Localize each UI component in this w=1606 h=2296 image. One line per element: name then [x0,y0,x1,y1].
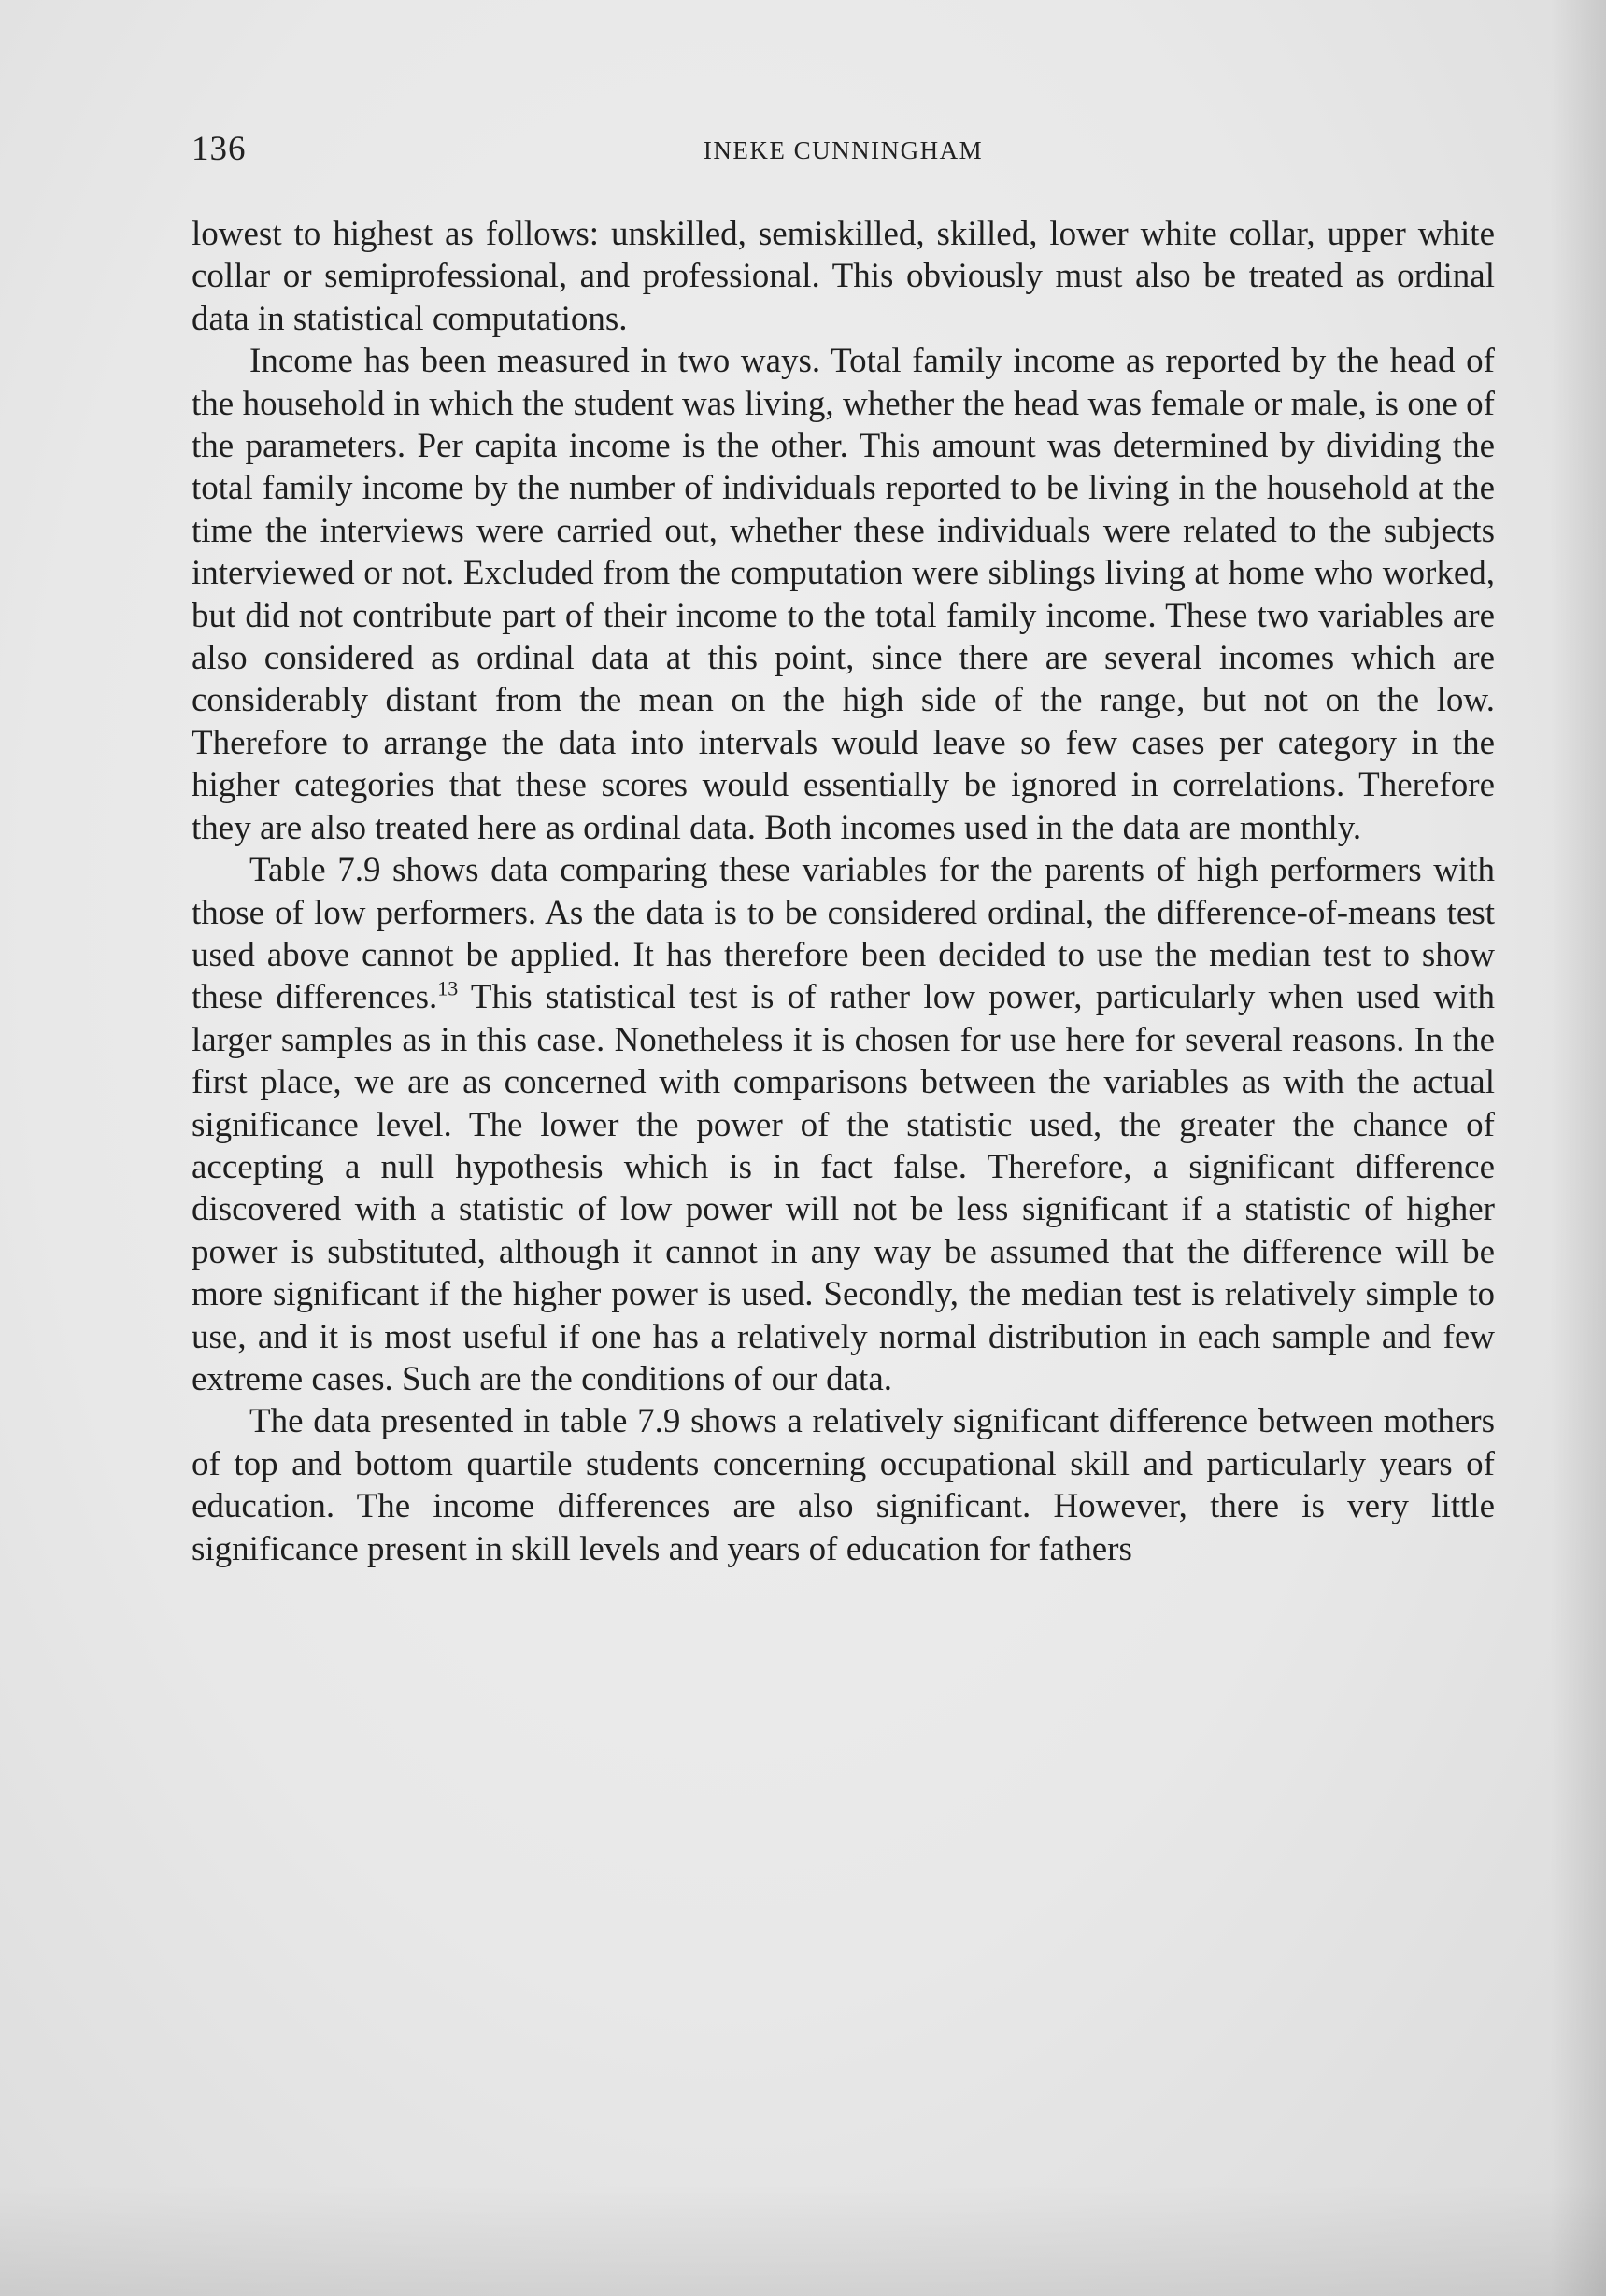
page-number: 136 [192,130,247,168]
page-bottom-shadow [0,2184,1606,2296]
footnote-reference: 13 [437,976,459,1000]
paragraph-text-after-footnote: This statistical test is of rather low power, particularly when used with larger samples as in this case. Nonetheless it is chosen for use here for several reasons. In the first place, we are as concerned with comparisons between the variables as with the actual significance level. The lower the power of the statistic used, the greater the chance of accepting a null hypothesis which is in fact false. Therefore, a significant difference discovered with a statistic of low power will not be less significant if a statistic of higher power is substituted, although it cannot in any way be assumed that the difference will be more significant if the higher power is used. Secondly, the median test is relatively simple to use, and it is most useful if one has a relatively normal distribution in each sample and few extreme cases. Such are the conditions of our data. [192,978,1495,1398]
body-text [192,213,1495,1570]
paragraph-text-before-footnote: Table 7.9 shows data comparing these variables for the parents of high performers with those of low performers. As the data is to be considered ordinal, the difference-of-means test used above cannot be applied. It has therefore been decided to use the median test to show these differences. [192,851,1495,1017]
paragraph-income: Income has been measured in two ways. Total family income as reported by the head of the household in which the student was living, whether the head was female or male, is one of the parameters. Per capita income is the other. This amount was determined by dividing the total family income by the number of individuals reported to be living in the household at the time the interviews were carried out, whether these individuals were related to the subjects interviewed or not. Excluded from the computation were siblings living at home who worked, but did not contribute part of their income to the total family income. These two variables are also considered as ordinal data at this point, since there are several incomes which are considerably distant from the mean on the high side of the range, but not on the low. Therefore to arrange the data into intervals would leave so few cases per category in the higher categories that these scores would essentially be ignored in correlations. Therefore they are also treated here as ordinal data. Both incomes used in the data are monthly. [192,342,1495,847]
paragraph-continuation: lowest to highest as follows: unskilled, semiskilled, skilled, lower white collar, upper white collar or semiprofessional, and professional. This obviously must also be treated as ordinal data in statistical computations. [192,215,1495,338]
page-header [192,129,1495,176]
paragraph-data-presented: The data presented in table 7.9 shows a relatively significant difference between mothers of top and bottom quartile students concerning occupational skill and particularly years of education. The income differences are also significant. However, there is very little significance present in skill levels and years of education for fathers [192,1402,1495,1568]
page-edge-shadow [1550,0,1606,2296]
paragraph-table-7-9 [192,849,1495,1400]
running-head: INEKE CUNNINGHAM [703,136,984,164]
